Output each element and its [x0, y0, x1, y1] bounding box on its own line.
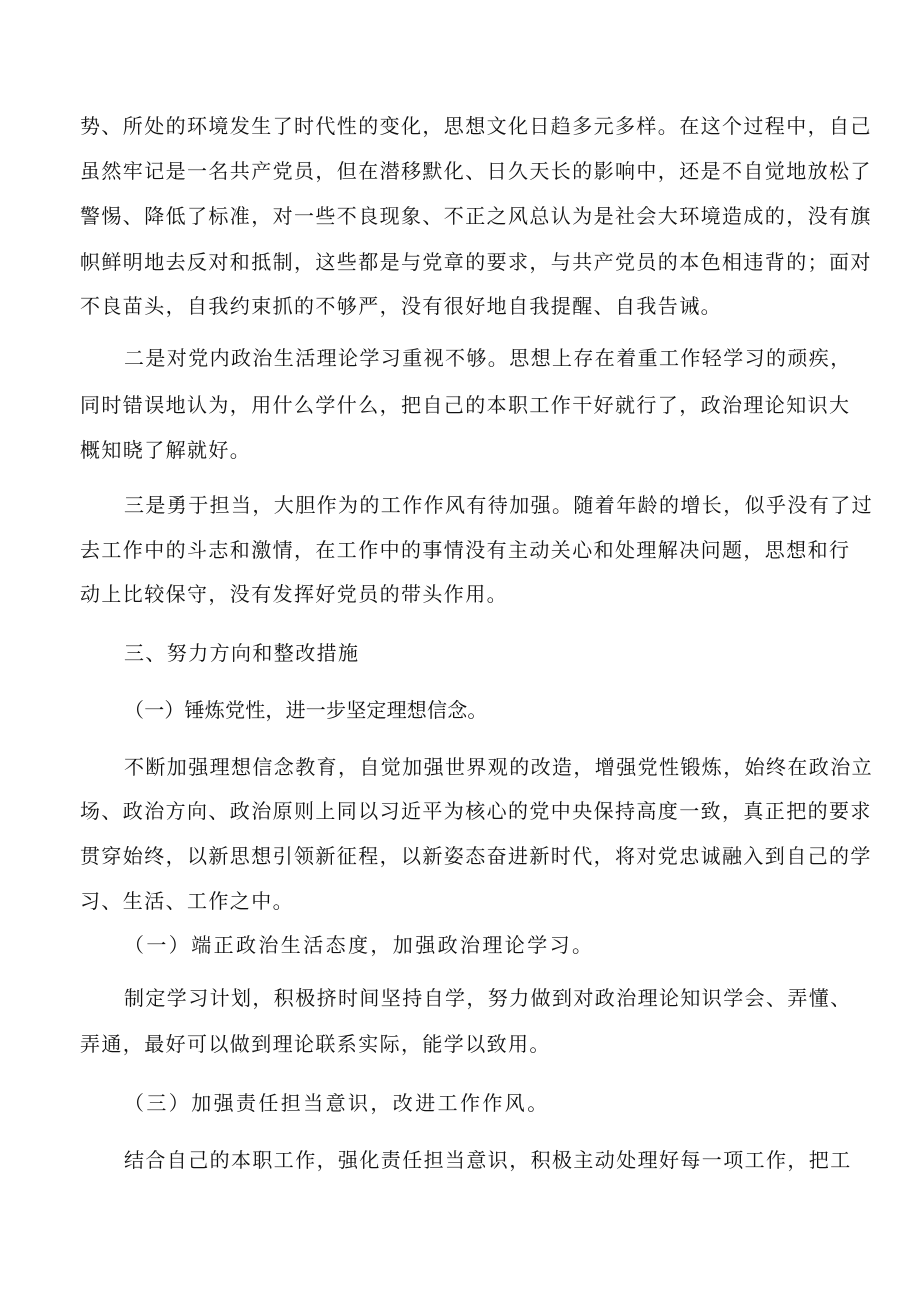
- paragraph-1-line-1: [0, 106, 920, 146]
- paragraph-4-line-3: [0, 836, 920, 876]
- section-heading-3: [0, 633, 920, 673]
- paragraph-4-line-3-text: 贯穿始终，以新思想引领新征程，以新姿态奋进新时代，将对党忠诚融入到自己的学: [80, 844, 872, 868]
- paragraph-1-line-5: [0, 286, 920, 326]
- paragraph-2-line-2-text: 同时错误地认为，用什么学什么，把自己的本职工作干好就行了，政治理论知识大: [80, 393, 851, 417]
- paragraph-4-line-4: [0, 881, 920, 921]
- paragraph-4-line-1-text: 不断加强理想信念教育，自觉加强世界观的改造，增强党性锻炼，始终在政治立: [124, 755, 873, 779]
- paragraph-5-line-1: [0, 978, 920, 1018]
- paragraph-4-line-2: [0, 791, 920, 831]
- paragraph-6-line-1: [0, 1140, 920, 1180]
- paragraph-4-line-1: [0, 747, 920, 787]
- paragraph-1-line-1-text: 势、所处的环境发生了时代性的变化，思想文化日趋多元多样。在这个过程中，自己: [80, 114, 872, 138]
- subheading-2-text: （一）端正政治生活态度，加强政治理论学习。: [124, 933, 595, 957]
- subheading-1-text: （一）锤炼党性，进一步坚定理想信念。: [124, 698, 488, 722]
- paragraph-3-line-1: [0, 485, 920, 525]
- paragraph-2-line-2: [0, 385, 920, 425]
- paragraph-1-line-4: [0, 242, 920, 282]
- paragraph-1-line-4-text: 帜鲜明地去反对和抵制，这些都是与党章的要求，与共产党员的本色相违背的；面对: [80, 250, 872, 274]
- paragraph-1-line-3: [0, 196, 920, 236]
- paragraph-2-line-3: [0, 430, 920, 470]
- subheading-1: [0, 690, 920, 730]
- paragraph-1-line-3-text: 警惕、降低了标准，对一些不良现象、不正之风总认为是社会大环境造成的，没有旗: [80, 204, 872, 228]
- paragraph-2-line-3-text: 概知晓了解就好。: [80, 438, 252, 462]
- subheading-3-text: （三）加强责任担当意识，改进工作作风。: [124, 1091, 550, 1115]
- paragraph-3-line-3-text: 动上比较保守，没有发挥好党员的带头作用。: [80, 582, 508, 606]
- paragraph-5-line-2-text: 弄通，最好可以做到理论联系实际，能学以致用。: [80, 1032, 551, 1056]
- paragraph-1-line-2-text: 虽然牢记是一名共产党员，但在潜移默化、日久天长的影响中，还是不自觉地放松了: [80, 159, 872, 183]
- paragraph-3-line-2-text: 去工作中的斗志和激情，在工作中的事情没有主动关心和处理解决问题，思想和行: [80, 538, 851, 562]
- paragraph-3-line-2: [0, 530, 920, 570]
- paragraph-4-line-2-text: 场、政治方向、政治原则上同以习近平为核心的党中央保持高度一致，真正把的要求: [80, 799, 872, 823]
- subheading-2: [0, 925, 920, 965]
- paragraph-5-line-1-text: 制定学习计划，积极挤时间坚持自学，努力做到对政治理论知识学会、弄懂、: [124, 986, 852, 1010]
- paragraph-5-line-2: [0, 1024, 920, 1064]
- paragraph-4-line-4-text: 习、生活、工作之中。: [80, 889, 294, 913]
- paragraph-6-line-1-text: 结合自己的本职工作，强化责任担当意识，积极主动处理好每一项工作，把工: [124, 1148, 852, 1172]
- subheading-3: [0, 1083, 920, 1123]
- section-heading-3-text: 三、努力方向和整改措施: [124, 641, 360, 665]
- paragraph-1-line-5-text: 不良苗头，自我约束抓的不够严，没有很好地自我提醒、自我告诫。: [80, 294, 722, 318]
- paragraph-3-line-1-text: 三是勇于担当，大胆作为的工作作风有待加强。随着年龄的增长，似乎没有了过: [124, 493, 873, 517]
- paragraph-2-line-1: [0, 338, 920, 378]
- paragraph-1-line-2: [0, 151, 920, 191]
- paragraph-2-line-1-text: 二是对党内政治生活理论学习重视不够。思想上存在着重工作轻学习的顽疾，: [124, 346, 852, 370]
- paragraph-3-line-3: [0, 574, 920, 614]
